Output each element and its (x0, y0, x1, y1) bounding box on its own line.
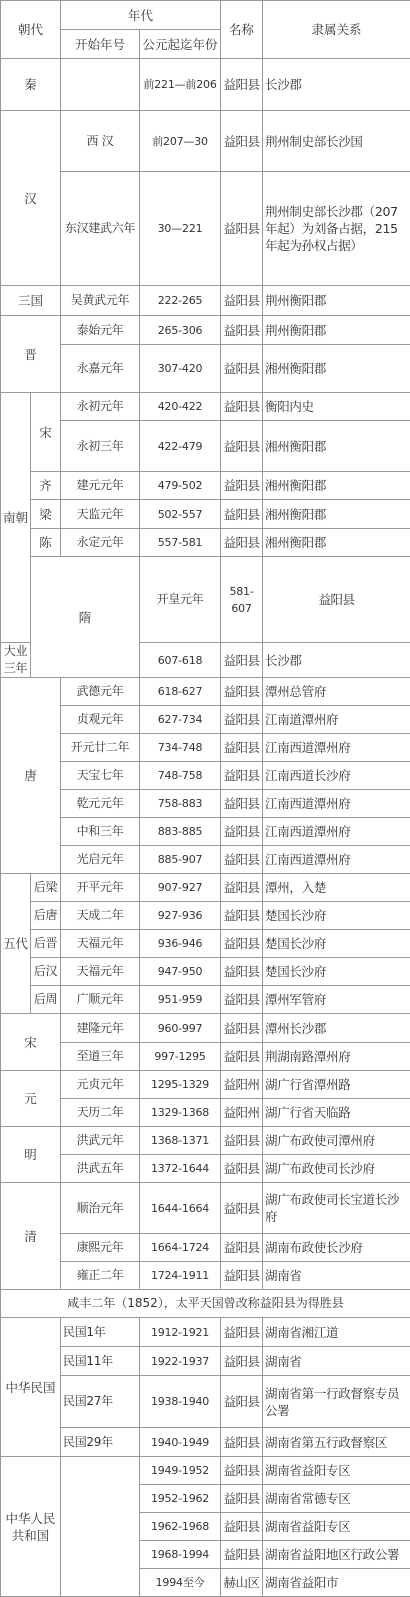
era-cell: 民国1年 (61, 1318, 140, 1347)
years-cell: 420-422 (140, 393, 221, 421)
years-cell: 307-420 (140, 345, 221, 393)
era-cell (61, 59, 140, 111)
affiliation-cell: 江南西道潭州府 (263, 790, 410, 818)
years-cell: 581-607 (221, 557, 263, 643)
era-cell: 永定元年 (61, 529, 140, 557)
era-cell: 洪武元年 (61, 1127, 140, 1155)
table-row (1, 286, 410, 316)
years-cell: 936-946 (140, 930, 221, 958)
dynasty-cell: 秦 (1, 59, 61, 111)
era-cell: 民国11年 (61, 1347, 140, 1376)
dynasty-cell: 唐 (1, 678, 61, 874)
years-cell: 1922-1937 (140, 1347, 221, 1376)
table-row (1, 734, 410, 762)
table-row (1, 59, 410, 111)
years-cell: 758-883 (140, 790, 221, 818)
affiliation-cell: 湘州衡阳郡 (263, 421, 410, 472)
name-cell: 益阳县 (221, 1541, 263, 1569)
table-row (1, 818, 410, 846)
years-cell: 960-997 (140, 1014, 221, 1043)
affiliation-cell: 荆州衡阳郡 (263, 316, 410, 345)
era-cell: 天福元年 (61, 930, 140, 958)
sub-dynasty-cell: 陈 (31, 529, 61, 557)
affiliation-cell: 湖南省第一行政督察专员公署 (263, 1376, 410, 1428)
table-row (1, 529, 410, 557)
years-cell: 1664-1724 (140, 1234, 221, 1262)
dynasty-cell: 三国 (1, 286, 61, 316)
dynasty-cell: 中华人民共和国 (1, 1457, 61, 1597)
table-row (1, 874, 410, 902)
years-cell: 1968-1994 (140, 1541, 221, 1569)
dynasty-cell: 隋 (31, 557, 140, 678)
sub-dynasty-cell: 后晋 (31, 930, 61, 958)
years-cell: 1295-1329 (140, 1071, 221, 1099)
years-cell: 927-936 (140, 902, 221, 930)
affiliation-cell: 潭州军管府 (263, 986, 410, 1014)
header-years: 公元起迄年份 (140, 30, 221, 59)
name-cell: 益阳县 (221, 986, 263, 1014)
table-row (1, 500, 410, 529)
sub-dynasty-cell: 后梁 (31, 874, 61, 902)
header-era-name: 开始年号 (61, 30, 140, 59)
years-cell: 前221—前206 (140, 59, 221, 111)
affiliation-cell: 湖广布政使司长宝道长沙府 (263, 1183, 410, 1234)
years-cell: 885-907 (140, 846, 221, 874)
name-cell: 赫山区 (221, 1569, 263, 1597)
header-era: 年代 (61, 1, 221, 30)
years-cell: 前207—30 (140, 111, 221, 172)
affiliation-cell: 江南西道长沙府 (263, 762, 410, 790)
era-cell: 天成二年 (61, 902, 140, 930)
name-cell: 益阳县 (221, 393, 263, 421)
table-row (1, 1428, 410, 1457)
years-cell: 883-885 (140, 818, 221, 846)
name-cell: 益阳县 (221, 1318, 263, 1347)
years-cell: 997-1295 (140, 1043, 221, 1071)
name-cell: 益阳州 (221, 1071, 263, 1099)
years-cell: 1938-1940 (140, 1376, 221, 1428)
era-cell: 天历二年 (61, 1099, 140, 1127)
years-cell: 479-502 (140, 472, 221, 500)
affiliation-cell: 湖南省 (263, 1347, 410, 1376)
dynasty-cell: 元 (1, 1071, 61, 1127)
dynasty-cell: 汉 (1, 111, 61, 286)
name-cell: 益阳县 (221, 1513, 263, 1541)
years-cell: 1372-1644 (140, 1155, 221, 1183)
sub-dynasty-cell: 齐 (31, 472, 61, 500)
affiliation-cell: 荆州衡阳郡 (263, 286, 410, 316)
affiliation-cell: 长沙郡 (263, 643, 410, 678)
affiliation-cell: 荆州制史部长沙郡（207年起）为刘备占据，215 年起为孙权占据） (263, 172, 410, 286)
sub-dynasty-cell: 后汉 (31, 958, 61, 986)
name-cell: 益阳县 (221, 345, 263, 393)
table-row (1, 316, 410, 345)
table-row (1, 345, 410, 393)
affiliation-cell: 湖南省湘江道 (263, 1318, 410, 1347)
affiliation-cell: 湖南省益阳专区 (263, 1513, 410, 1541)
era-cell: 武德元年 (61, 678, 140, 706)
era-cell: 民国27年 (61, 1376, 140, 1428)
affiliation-cell: 荆湖南路潭州府 (263, 1043, 410, 1071)
years-cell: 1949-1952 (140, 1457, 221, 1485)
name-cell: 益阳县 (221, 902, 263, 930)
affiliation-cell: 湖南省益阳市 (263, 1569, 410, 1597)
years-cell: 607-618 (140, 643, 221, 678)
era-cell: 洪武五年 (61, 1155, 140, 1183)
table-row (1, 1127, 410, 1155)
affiliation-cell: 湘州衡阳郡 (263, 500, 410, 529)
table-row (1, 1014, 410, 1043)
name-cell: 益阳县 (221, 1043, 263, 1071)
years-cell: 907-927 (140, 874, 221, 902)
era-cell: 元贞元年 (61, 1071, 140, 1099)
era-cell: 永嘉元年 (61, 345, 140, 393)
era-cell: 西 汉 (61, 111, 140, 172)
table-row (1, 1155, 410, 1183)
affiliation-cell: 江南西道潭州府 (263, 734, 410, 762)
years-cell: 947-950 (140, 958, 221, 986)
years-cell: 422-479 (140, 421, 221, 472)
name-cell: 益阳县 (221, 1127, 263, 1155)
sub-dynasty-cell: 梁 (31, 500, 61, 529)
table-row (1, 986, 410, 1014)
name-cell: 益阳县 (221, 472, 263, 500)
name-cell: 益阳县 (263, 557, 410, 643)
name-cell: 益阳县 (221, 846, 263, 874)
affiliation-cell: 湘州衡阳郡 (263, 472, 410, 500)
table-row (1, 421, 410, 472)
header-name: 名称 (221, 1, 263, 59)
era-cell: 开皇元年 (140, 557, 221, 643)
affiliation-cell: 湘州衡阳郡 (263, 345, 410, 393)
years-cell: 1644-1664 (140, 1183, 221, 1234)
era-cell: 大业三年 (1, 643, 31, 678)
name-cell: 益阳县 (221, 930, 263, 958)
affiliation-cell: 湖南省常德专区 (263, 1485, 410, 1513)
dynasty-cell: 清 (1, 1183, 61, 1290)
table-row (1, 1183, 410, 1234)
era-cell: 建元元年 (61, 472, 140, 500)
affiliation-cell: 潭州，入楚 (263, 874, 410, 902)
affiliation-cell: 湖南省益阳专区 (263, 1457, 410, 1485)
note-row (1, 1290, 410, 1318)
affiliation-cell: 湖广行省天临路 (263, 1099, 410, 1127)
era-cell: 至道三年 (61, 1043, 140, 1071)
name-cell: 益阳县 (221, 734, 263, 762)
years-cell: 1329-1368 (140, 1099, 221, 1127)
table-row (1, 393, 410, 421)
name-cell: 益阳县 (221, 111, 263, 172)
name-cell: 益阳州 (221, 1099, 263, 1127)
name-cell: 益阳县 (221, 172, 263, 286)
table-row (1, 1043, 410, 1071)
years-cell: 30—221 (140, 172, 221, 286)
era-cell: 吴黄武元年 (61, 286, 140, 316)
era-cell: 广顺元年 (61, 986, 140, 1014)
name-cell: 益阳县 (221, 874, 263, 902)
affiliation-cell: 江南西道潭州府 (263, 818, 410, 846)
name-cell: 益阳县 (221, 286, 263, 316)
name-cell: 益阳县 (221, 818, 263, 846)
affiliation-cell: 荆州制史部长沙国 (263, 111, 410, 172)
name-cell: 益阳县 (221, 1428, 263, 1457)
years-cell: 1994至今 (140, 1569, 221, 1597)
name-cell: 益阳县 (221, 1155, 263, 1183)
era-cell: 康熙元年 (61, 1234, 140, 1262)
table-row (1, 111, 410, 172)
name-cell: 益阳县 (221, 1183, 263, 1234)
years-cell: 1962-1968 (140, 1513, 221, 1541)
era-cell: 东汉建武六年 (61, 172, 140, 286)
table-row (1, 1071, 410, 1099)
table-row (1, 762, 410, 790)
era-cell: 中和三年 (61, 818, 140, 846)
era-cell: 雍正二年 (61, 1262, 140, 1290)
affiliation-cell: 潭州长沙郡 (263, 1014, 410, 1043)
years-cell: 1940-1949 (140, 1428, 221, 1457)
name-cell: 益阳县 (221, 643, 263, 678)
years-cell: 951-959 (140, 986, 221, 1014)
table-row (1, 790, 410, 818)
name-cell: 益阳县 (221, 790, 263, 818)
table-row (1, 706, 410, 734)
name-cell: 益阳县 (221, 1485, 263, 1513)
era-cell: 天监元年 (61, 500, 140, 529)
affiliation-cell: 湖广布政使司潭州府 (263, 1127, 410, 1155)
era-cell: 建隆元年 (61, 1014, 140, 1043)
dynasty-cell: 晋 (1, 316, 61, 393)
name-cell: 益阳县 (221, 529, 263, 557)
table-row (1, 1234, 410, 1262)
era-cell: 民国29年 (61, 1428, 140, 1457)
name-cell: 益阳县 (221, 500, 263, 529)
name-cell: 益阳县 (221, 1457, 263, 1485)
years-cell: 748-758 (140, 762, 221, 790)
name-cell: 益阳县 (221, 958, 263, 986)
affiliation-cell: 衡阳内史 (263, 393, 410, 421)
era-cell: 开平元年 (61, 874, 140, 902)
era-cell: 顺治元年 (61, 1183, 140, 1234)
table-row (1, 172, 410, 286)
era-cell: 泰始元年 (61, 316, 140, 345)
era-cell: 永初三年 (61, 421, 140, 472)
dynasty-cell: 五代 (1, 874, 31, 1014)
table-row (1, 902, 410, 930)
era-cell: 贞观元年 (61, 706, 140, 734)
table-row (1, 1262, 410, 1290)
affiliation-cell: 湖南布政使长沙府 (263, 1234, 410, 1262)
table-row (1, 557, 410, 643)
affiliation-cell: 湖广布政使司长沙府 (263, 1155, 410, 1183)
affiliation-cell: 湘州衡阳郡 (263, 529, 410, 557)
affiliation-cell: 楚国长沙府 (263, 902, 410, 930)
table-row (1, 1318, 410, 1347)
years-cell: 222-265 (140, 286, 221, 316)
years-cell: 627-734 (140, 706, 221, 734)
table-row (1, 678, 410, 706)
era-cell: 光启元年 (61, 846, 140, 874)
era-cell: 天宝七年 (61, 762, 140, 790)
name-cell: 益阳县 (221, 316, 263, 345)
affiliation-cell: 湖南省益阳地区行政公署 (263, 1541, 410, 1569)
table-row (1, 1099, 410, 1127)
years-cell: 502-557 (140, 500, 221, 529)
name-cell: 益阳县 (221, 762, 263, 790)
affiliation-cell: 江南西道潭州府 (263, 846, 410, 874)
sub-dynasty-cell: 后唐 (31, 902, 61, 930)
affiliation-cell: 湖广行省潭州路 (263, 1071, 410, 1099)
era-cell: 乾元元年 (61, 790, 140, 818)
name-cell: 益阳县 (221, 1234, 263, 1262)
years-cell: 1912-1921 (140, 1318, 221, 1347)
years-cell: 265-306 (140, 316, 221, 345)
name-cell: 益阳县 (221, 1262, 263, 1290)
name-cell: 益阳县 (221, 59, 263, 111)
name-cell: 益阳县 (221, 421, 263, 472)
affiliation-cell: 长沙郡 (263, 59, 410, 111)
table-row (1, 1347, 410, 1376)
dynasty-cell: 中华民国 (1, 1318, 61, 1457)
dynasty-cell: 南朝 (1, 393, 31, 643)
era-cell: 天福元年 (61, 958, 140, 986)
table-row (1, 930, 410, 958)
dynasty-cell: 明 (1, 1127, 61, 1183)
name-cell: 益阳县 (221, 706, 263, 734)
affiliation-cell: 潭州总管府 (263, 678, 410, 706)
table-row (1, 1457, 410, 1485)
table-row (1, 472, 410, 500)
header-dynasty: 朝代 (1, 1, 61, 59)
affiliation-cell: 楚国长沙府 (263, 930, 410, 958)
sub-dynasty-cell: 后周 (31, 986, 61, 1014)
affiliation-cell: 湖南省 (263, 1262, 410, 1290)
years-cell: 1368-1371 (140, 1127, 221, 1155)
era-cell: 永初元年 (61, 393, 140, 421)
table-row (1, 1376, 410, 1428)
years-cell: 734-748 (140, 734, 221, 762)
affiliation-cell: 楚国长沙府 (263, 958, 410, 986)
dynasty-cell: 宋 (1, 1014, 61, 1071)
sub-dynasty-cell: 宋 (31, 393, 61, 472)
name-cell: 益阳县 (221, 1376, 263, 1428)
years-cell: 557-581 (140, 529, 221, 557)
name-cell: 益阳县 (221, 678, 263, 706)
table-row (1, 958, 410, 986)
years-cell: 618-627 (140, 678, 221, 706)
affiliation-cell: 江南道潭州府 (263, 706, 410, 734)
name-cell: 益阳县 (221, 1347, 263, 1376)
xianfeng-note: 咸丰二年（1852），太平天国曾改称益阳县为得胜县 (1, 1290, 410, 1318)
affiliation-cell: 湖南省第五行政督察区 (263, 1428, 410, 1457)
table-row (1, 846, 410, 874)
era-cell (61, 1457, 140, 1597)
header-affiliation: 隶属关系 (263, 1, 410, 59)
years-cell: 1952-1962 (140, 1485, 221, 1513)
era-cell: 开元廿二年 (61, 734, 140, 762)
years-cell: 1724-1911 (140, 1262, 221, 1290)
name-cell: 益阳县 (221, 1014, 263, 1043)
